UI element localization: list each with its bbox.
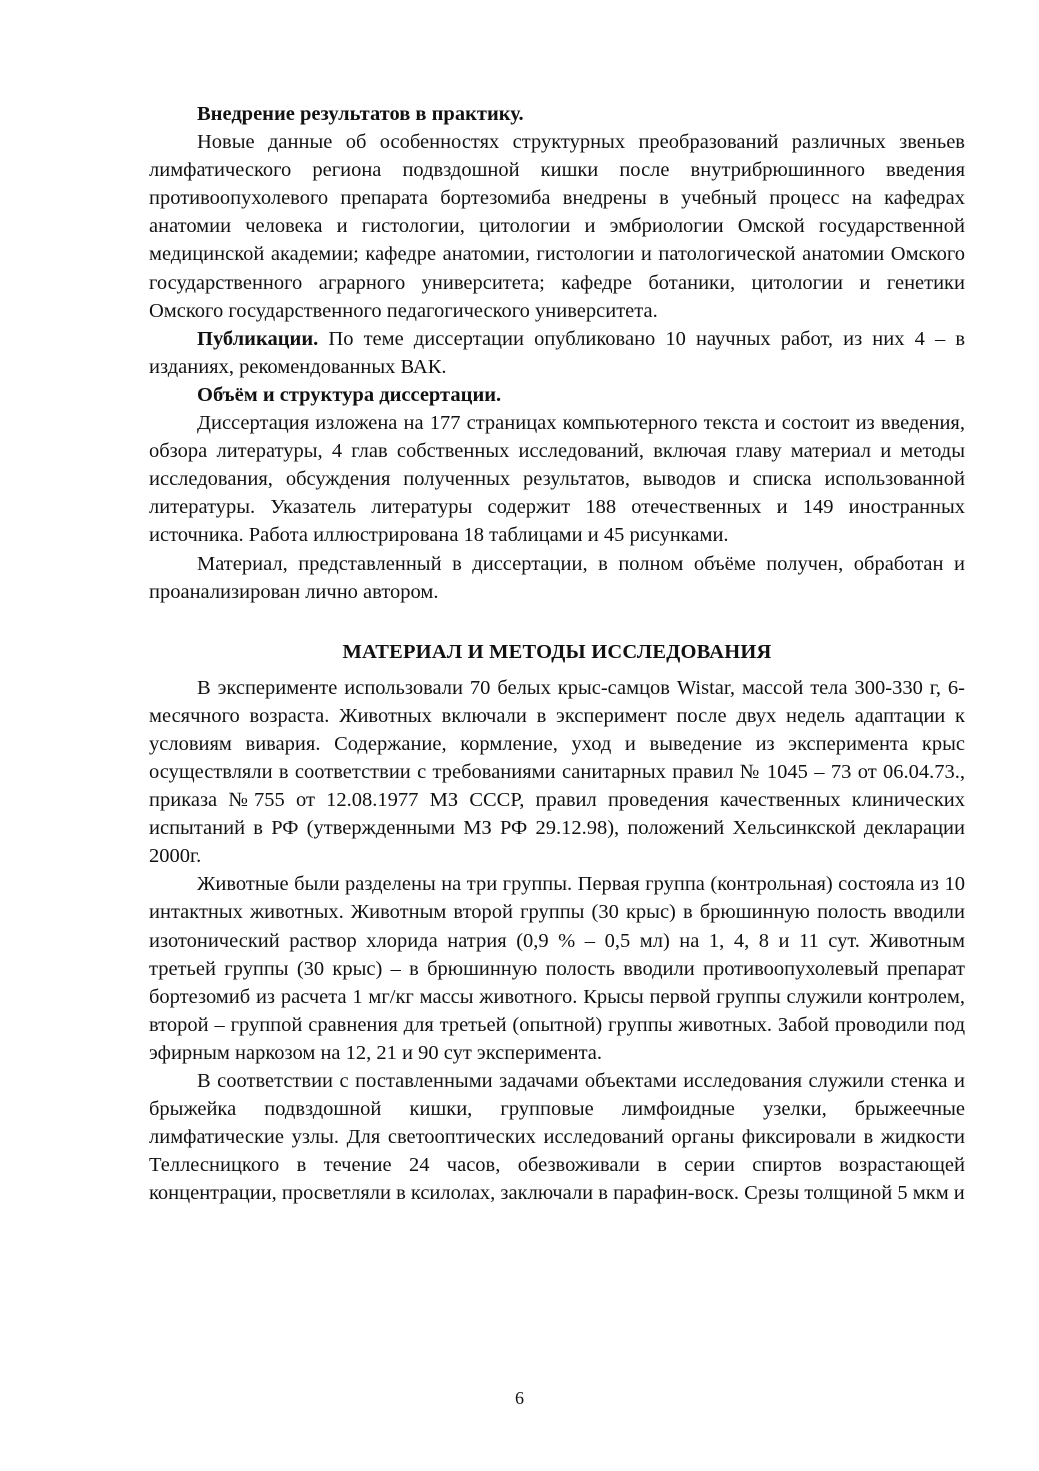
structure-paragraph-1: Диссертация изложена на 177 страницах компьютерного текста и состоит из введения, обзора литературы, 4 глав собственных исследований, включая главу материал и методы исследования, обсуждения полученных результатов, выводов и списка использованной литературы. Указатель литературы содержит 188 отечественных и 149 иностранных источника. Работа иллюстрирована 18 таблицами и 45 рисунками. [149,412,965,547]
implementation-heading: Внедрение результатов в практику. [197,103,524,125]
page-number: 6 [515,1388,524,1408]
methods-paragraph-1: В эксперименте использовали 70 белых крыс-самцов Wistar, массой тела 300-330 г, 6-месячного возраста. Животных включали в эксперимент после двух недель адаптации к условиям вивария. Содержание, кормление, уход и выведение из эксперимента крыс осуществляли в соответствии с требованиями санитарных правил № 1045 – 73 от 06.04.73., приказа №755 от 12.08.1977 МЗ СССР, правил проведения качественных клинических испытаний в РФ (утвержденными МЗ РФ 29.12.98), положений Хельсинкской декларации 2000г. [149,676,965,868]
publications-paragraph [149,325,965,381]
methods-paragraph-2: Животные были разделены на три группы. Первая группа (контрольная) состояла из 10 интактных животных. Животным второй группы (30 крыс) в брюшинную полость вводили изотонический раствор хлорида натрия (0,9 % – 0,5 мл) на 1, 4, 8 и 11 сут. Животным третьей группы (30 крыс) – в брюшинную полость вводили противоопухолевый препарат бортезомиб из расчета 1 мг/кг массы животного. Крысы первой группы служили контролем, второй – группой сравнения для третьей (опытной) группы животных. Забой проводили под эфирным наркозом на 12, 21 и 90 сут эксперимента. [149,873,965,1064]
structure-heading: Объём и структура диссертации. [197,383,502,406]
publications-text: По теме диссертации опубликовано 10 научных работ, из них 4 – в изданиях, рекомендованных ВАК. [149,327,965,378]
methods-section-title: МАТЕРИАЛ И МЕТОДЫ ИССЛЕДОВАНИЯ [342,640,772,663]
document-page [149,100,965,1207]
methods-paragraph-3: В соответствии с поставленными задачами объектами исследования служили стенка и брыжейка подвздошной кишки, групповые лимфоидные узелки, брыжеечные лимфатические узлы. Для светооптических исследований органы фиксировали в жидкости Теллесницкого в течение 24 часов, обезвоживали в серии спиртов возрастающей концентрации, просветляли в ксилолах, заключали в парафин-воск. Срезы толщиной 5 мкм и [149,1070,965,1205]
publications-label: Публикации. [197,327,319,350]
structure-paragraph-2: Материал, представленный в диссертации, в полном объёме получен, обработан и проанализирован лично автором. [149,552,965,603]
implementation-paragraph: Новые данные об особенностях структурных преобразований различных звеньев лимфатического региона подвздошной кишки после внутрибрюшинного введения противоопухолевого препарата бортезомиба внедрены в учебный процесс на кафедрах анатомии человека и гистологии, цитологии и эмбриологии Омской государственной медицинской академии; кафедре анатомии, гистологии и патологической анатомии Омского государственного аграрного университета; кафедре ботаники, цитологии и генетики Омского государственного педагогического университета. [149,131,965,322]
